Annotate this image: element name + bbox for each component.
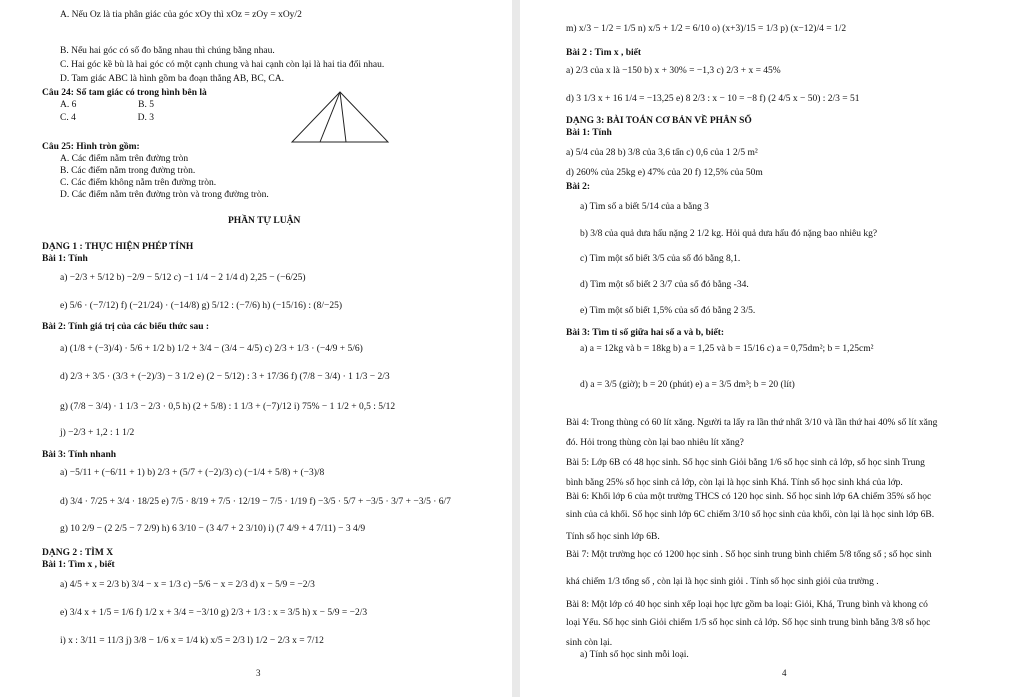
- text-line: A. Các điểm nằm trên đường tròn: [60, 154, 189, 164]
- math-row: a) (1/8 + (−3)/4) · 5/6 + 1/2 b) 1/2 + 3/4 − (3/4 − 4/5) c) 2/3 + 1/3 · (−4/9 + 5/6): [60, 344, 363, 354]
- text-line: Tính số học sinh lớp 6B.: [566, 532, 660, 542]
- text-line: B. Các điểm nằm trong đường tròn.: [60, 166, 196, 176]
- question-heading: Câu 25: Hình tròn gồm:: [42, 142, 140, 152]
- triangle-figure: [290, 88, 390, 146]
- text-line: B. Nếu hai góc có số đo bằng nhau thì chúng bằng nhau.: [60, 46, 275, 56]
- math-row: d) 260% của 25kg e) 47% của 20 f) 12,5% của 50m: [566, 168, 763, 178]
- text-line: Bài 8: Một lớp có 40 học sinh xếp loại học lực gồm ba loại: Giỏi, Khá, Trung bình và khong có: [566, 600, 928, 610]
- text-line: khá chiếm 1/3 tổng số , còn lại là học sinh giỏi . Tính số học sinh giỏi của trường .: [566, 577, 879, 587]
- exercise-heading: Bài 1: Tính: [566, 128, 612, 138]
- text-line: Bài 5: Lớp 6B có 48 học sinh. Số học sinh Giỏi bằng 1/6 số học sinh cả lớp, số học sinh Trung: [566, 458, 925, 468]
- text-line: A. Nếu Oz là tia phân giác của góc xOy thì xOz = zOy = xOy/2: [60, 10, 302, 20]
- math-row: i) x : 3/11 = 11/3 j) 3/8 − 1/6 x = 1/4 k) x/5 = 2/3 l) 1/2 − 2/3 x = 7/12: [60, 636, 324, 646]
- math-row: a) 5/4 của 28 b) 3/8 của 3,6 tấn c) 0,6 của 1 2/5 m²: [566, 148, 758, 158]
- page-right: [520, 0, 1024, 697]
- exercise-heading: Bài 3: Tìm tỉ số giữa hai số a và b, biết:: [566, 328, 725, 338]
- exercise-heading: Bài 2: Tính giá trị của các biểu thức sau :: [42, 322, 210, 332]
- exercise-heading: Bài 1: Tính: [42, 254, 88, 264]
- text-line: e) Tìm một số biết 1,5% của số đó bằng 2 3/5.: [580, 306, 756, 316]
- math-row: a) a = 12kg và b = 18kg b) a = 1,25 và b = 15/16 c) a = 0,75dm²; b = 1,25cm²: [580, 344, 874, 354]
- text-line: a) Tìm số a biết 5/14 của a bằng 3: [580, 202, 709, 212]
- text-line: c) Tìm một số biết 3/5 của số đó bằng 8,1.: [580, 254, 741, 264]
- math-row: a) 2/3 của x là −150 b) x + 30% = −1,3 c) 2/3 + x = 45%: [566, 66, 781, 76]
- text-line: sinh còn lại.: [566, 638, 613, 648]
- text-line: Bài 4: Trong thùng có 60 lít xăng. Người ta lấy ra lần thứ nhất 3/10 và lần thứ hai 40% số lít xăng: [566, 418, 938, 428]
- math-row: d) 2/3 + 3/5 · (3/3 + (−2)/3) − 3 1/2 e) (2 − 5/12) : 3 + 17/36 f) (7/8 − 3/4) · 1 1/3 − 2/3: [60, 372, 390, 382]
- math-row: a) −2/3 + 5/12 b) −2/9 − 5/12 c) −1 1/4 − 2 1/4 d) 2,25 − (−6/25): [60, 273, 306, 283]
- text-line: Bài 7: Một trường học có 1200 học sinh . Số học sinh trung bình chiếm 5/8 tổng số ; số học sinh: [566, 550, 932, 560]
- text-line: D. Các điểm nằm trên đường tròn và trong đường tròn.: [60, 190, 269, 200]
- math-row: a) −5/11 + (−6/11 + 1) b) 2/3 + (5/7 + (−2)/3) c) (−1/4 + 5/8) + (−3)/8: [60, 468, 325, 478]
- section-title: PHẦN TỰ LUẬN: [228, 216, 301, 226]
- question-heading: Câu 24: Số tam giác có trong hình bên là: [42, 88, 207, 98]
- section-heading: DẠNG 2 : TÌM X: [42, 548, 114, 558]
- exercise-heading: Bài 1: Tìm x , biết: [42, 560, 115, 570]
- math-row: m) x/3 − 1/2 = 1/5 n) x/5 + 1/2 = 6/10 o) (x+3)/15 = 1/3 p) (x−12)/4 = 1/2: [566, 24, 847, 34]
- text-line: D. Tam giác ABC là hình gồm ba đoạn thẳng AB, BC, CA.: [60, 74, 284, 84]
- text-line: C. Các điểm không nằm trên đường tròn.: [60, 178, 217, 188]
- text-line: bình bằng 25% số học sinh cả lớp, còn lại là học sinh Khá. Tính số học sinh khá của lớp.: [566, 478, 903, 488]
- math-row: j) −2/3 + 1,2 : 1 1/2: [60, 428, 135, 438]
- math-row: a) 4/5 + x = 2/3 b) 3/4 − x = 1/3 c) −5/6 − x = 2/3 d) x − 5/9 = −2/3: [60, 580, 315, 590]
- exercise-heading: Bài 2:: [566, 182, 591, 192]
- math-row: d) 3/4 · 7/25 + 3/4 · 18/25 e) 7/5 · 8/19 + 7/5 · 12/19 − 7/5 · 1/19 f) −3/5 · 5/7 + −3/5 · 3/7 + −3/5 · 6/7: [60, 497, 451, 507]
- text-line: Bài 6: Khối lớp 6 của một trường THCS có 120 học sinh. Số học sinh lớp 6A chiếm 35% số học: [566, 492, 932, 502]
- math-row: g) 10 2/9 − (2 2/5 − 7 2/9) h) 6 3/10 − (3 4/7 + 2 3/10) i) (7 4/9 + 4 7/11) − 3 4/9: [60, 524, 366, 534]
- math-row: e) 3/4 x + 1/5 = 1/6 f) 1/2 x + 3/4 = −3/10 g) 2/3 + 1/3 : x = 3/5 h) x − 5/9 = −2/3: [60, 608, 368, 618]
- math-row: g) (7/8 − 3/4) · 1 1/3 − 2/3 · 0,5 h) (2 + 5/8) : 1 1/3 + (−7)/12 i) 75% − 1 1/2 + 0,5 : 5/12: [60, 402, 396, 412]
- math-row: e) 5/6 · (−7/12) f) (−21/24) · (−14/8) g) 5/12 : (−7/6) h) (−15/16) : (8/−25): [60, 301, 342, 311]
- section-heading: DẠNG 3: BÀI TOÁN CƠ BẢN VỀ PHÂN SỐ: [566, 116, 752, 126]
- text-line: a) Tính số học sinh mỗi loại.: [580, 650, 689, 660]
- text-line: C. Hai góc kề bù là hai góc có một cạnh chung và hai cạnh còn lại là hai tia đối nhau.: [60, 60, 385, 70]
- text-line: sinh của cả khối. Số học sinh lớp 6C chiếm 3/10 số học sinh của khối, còn lại là học sinh lớp 6B.: [566, 510, 935, 520]
- text-line: loại Yếu. Số học sinh Giỏi chiếm 1/5 số học sinh cả lớp. Số học sinh trung bình bằng 3/8 số học: [566, 618, 931, 628]
- text-line: đó. Hỏi trong thùng còn lại bao nhiêu lít xăng?: [566, 438, 744, 448]
- text-line: C. 4 D. 3: [60, 113, 154, 123]
- exercise-heading: Bài 3: Tính nhanh: [42, 450, 117, 460]
- math-row: d) a = 3/5 (giờ); b = 20 (phút) e) a = 3/5 dm³; b = 20 (lít): [580, 380, 795, 390]
- text-line: A. 6 B. 5: [60, 100, 154, 110]
- exercise-heading: Bài 2 : Tìm x , biết: [566, 48, 642, 58]
- text-line: d) Tìm một số biết 2 3/7 của số đó bằng -34.: [580, 280, 749, 290]
- math-row: d) 3 1/3 x + 16 1/4 = −13,25 e) 8 2/3 : x − 10 = −8 f) (2 4/5 x − 50) : 2/3 = 51: [566, 94, 860, 104]
- section-heading: DẠNG 1 : THỰC HIỆN PHÉP TÍNH: [42, 242, 194, 252]
- page-number: 3: [256, 668, 261, 678]
- text-line: b) 3/8 của quả dưa hấu nặng 2 1/2 kg. Hỏi quả dưa hấu đó nặng bao nhiêu kg?: [580, 229, 878, 239]
- page-number: 4: [782, 668, 787, 678]
